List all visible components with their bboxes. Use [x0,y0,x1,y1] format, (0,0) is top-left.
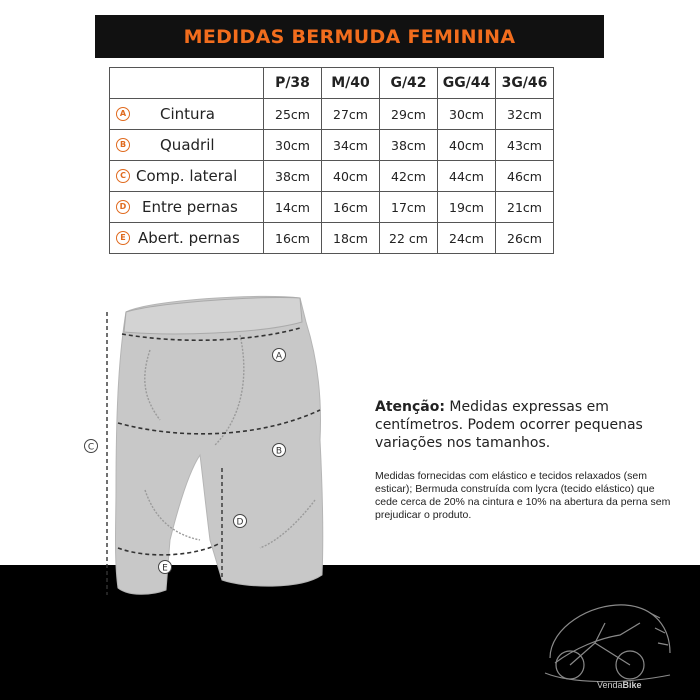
vendabike-logo-icon [530,583,680,693]
logo-part1: Venda [597,680,623,690]
title-bar [95,15,604,58]
row-label [110,161,264,192]
marker-e-icon [159,561,172,574]
marker-c-icon [85,440,98,453]
table-cell: 30cm [438,99,496,130]
note-text: Medidas fornecidas com elástico e tecidos relaxados (sem esticar); Bermuda construída com lycra (tecido elástico) que cede cerca de 20% na cintura e 10% na abertura da perna sem prejudicar o produto. [375,470,671,521]
table-cell: 22 cm [380,223,438,254]
table-cell: 40cm [438,130,496,161]
measure-label: Quadril [160,136,215,155]
marker-d-icon: D [116,200,130,214]
row-label [110,99,264,130]
table-row [110,161,554,192]
table-cell: 25cm [264,99,322,130]
table-cell: 24cm [438,223,496,254]
svg-text:E: E [162,563,168,574]
table-cell: 27cm [322,99,380,130]
svg-text:A: A [275,351,283,362]
table-cell: 32cm [496,99,554,130]
table-row [110,192,554,223]
table-cell: 38cm [264,161,322,192]
table-cell: 46cm [496,161,554,192]
logo-part2: Bike [622,680,642,690]
header-size: P/38 [264,68,322,99]
table-cell: 14cm [264,192,322,223]
measure-label: Entre pernas [142,198,238,217]
table-cell: 17cm [380,192,438,223]
attention-body: Medidas expressas em centímetros. Podem ocorrer pequenas variações nos tamanhos. [375,399,643,451]
table-cell: 19cm [438,192,496,223]
measure-label: Cintura [160,105,215,124]
table-row [110,223,554,254]
table-cell: 18cm [322,223,380,254]
header-empty-cell [110,68,264,99]
header-size: 3G/46 [496,68,554,99]
row-label [110,192,264,223]
svg-text:B: B [275,446,283,457]
header-size: G/42 [380,68,438,99]
table-header-row [110,68,554,99]
page-title: MEDIDAS BERMUDA FEMININA [183,25,516,48]
size-table [109,67,554,254]
marker-e-icon: E [116,231,130,245]
table-cell: 40cm [322,161,380,192]
table-cell: 30cm [264,130,322,161]
table-cell: 43cm [496,130,554,161]
row-label [110,223,264,254]
table-cell: 42cm [380,161,438,192]
marker-a-icon: A [116,107,130,121]
attention-text [375,398,675,452]
table-cell: 44cm [438,161,496,192]
table-cell: 34cm [322,130,380,161]
marker-c-icon: C [116,169,130,183]
header-size: GG/44 [438,68,496,99]
table-cell: 21cm [496,192,554,223]
logo-text [597,680,642,690]
measure-label: Comp. lateral [136,167,238,186]
table-cell: 29cm [380,99,438,130]
marker-d-icon [234,515,247,528]
shorts-diagram [0,290,360,600]
measure-label: Abert. pernas [138,229,240,248]
table-cell: 16cm [264,223,322,254]
table-cell: 26cm [496,223,554,254]
shorts-shape [116,296,323,594]
table-cell: 38cm [380,130,438,161]
table-row [110,99,554,130]
marker-b-icon [273,444,286,457]
svg-text:D: D [236,517,244,528]
marker-a-icon [273,349,286,362]
marker-b-icon: B [116,138,130,152]
svg-text:C: C [87,442,95,453]
row-label [110,130,264,161]
table-row [110,130,554,161]
header-size: M/40 [322,68,380,99]
attention-label: Atenção: [375,399,445,415]
table-cell: 16cm [322,192,380,223]
